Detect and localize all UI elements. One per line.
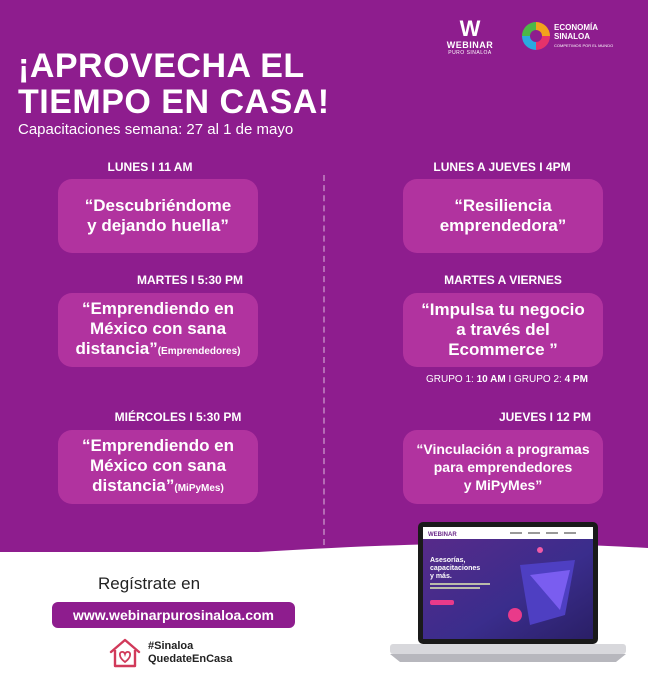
session-day-label: MIÉRCOLES I 5:30 PM	[114, 410, 242, 424]
session-title-line: distancia”	[92, 475, 175, 495]
session-card	[58, 430, 258, 504]
session-title-line: “Descubriéndome	[84, 196, 232, 215]
column-divider	[323, 175, 325, 545]
economia-logo-line2: SINALOA	[554, 31, 590, 41]
session-title-line: México con sana	[89, 455, 227, 475]
group2-label: I GRUPO 2:	[505, 374, 565, 385]
session-title-line: emprendedora”	[439, 216, 567, 235]
session-title-line: “Impulsa tu negocio	[421, 300, 585, 319]
group1-time: 10 AM	[476, 374, 506, 385]
session-title-line: distancia”	[75, 338, 158, 358]
group2-time: 4 PM	[564, 374, 588, 385]
laptop-hero-line1: Asesorías,	[430, 557, 466, 564]
session-title-line: Ecommerce ”	[448, 340, 558, 359]
session-title-line: y MiPyMes”	[463, 477, 543, 493]
webinar-logo-title: WEBINAR	[446, 40, 494, 50]
register-label: Regístrate en	[98, 574, 201, 593]
website-url-link[interactable]: www.webinarpurosinaloa.com	[52, 602, 295, 628]
session-card	[58, 293, 258, 367]
hashtag-block	[108, 637, 232, 669]
laptop-hero-line3: y más.	[430, 573, 452, 580]
economia-logo-line1: ECONOMÍA	[554, 22, 598, 32]
group-schedule	[426, 374, 588, 385]
session-day-label: LUNES I 11 AM	[107, 160, 193, 174]
session-card	[58, 179, 258, 253]
webinar-logo-tagline: PURO SINALOA	[448, 50, 492, 56]
laptop-hero-line2: capacitaciones	[430, 565, 481, 572]
group1-label: GRUPO 1:	[426, 374, 477, 385]
headline-line1: ¡APROVECHA EL	[18, 47, 305, 85]
subheadline: Capacitaciones semana: 27 al 1 de mayo	[18, 121, 294, 138]
webinar-logo	[440, 18, 500, 56]
economia-sinaloa-logo	[522, 22, 613, 50]
session-day-label: MARTES I 5:30 PM	[136, 273, 244, 287]
house-heart-icon	[108, 637, 142, 669]
economia-logo-tagline: COMPETIMOS POR EL MUNDO	[554, 42, 614, 48]
session-day-label: JUEVES I 12 PM	[498, 410, 592, 424]
laptop-mockup	[390, 520, 630, 682]
session-day-label: LUNES A JUEVES I 4PM	[433, 160, 571, 174]
session-title-line: y dejando huella”	[87, 216, 229, 235]
headline-line2: TIEMPO EN CASA!	[18, 83, 330, 121]
session-title-line: “Resiliencia	[454, 196, 552, 215]
session-title-line: para emprendedores	[433, 459, 573, 475]
hashtag-line1: #Sinaloa	[148, 640, 194, 652]
session-card	[403, 293, 603, 367]
session-card	[403, 430, 603, 504]
session-audience: (MiPyMes)	[174, 482, 224, 494]
session-audience: (Emprendedores)	[157, 345, 241, 357]
headline	[18, 48, 330, 120]
session-title-line: “Emprendiendo en	[81, 298, 235, 318]
session-title-line: México con sana	[89, 318, 227, 338]
session-title-line: “Emprendiendo en	[81, 435, 235, 455]
session-card	[403, 179, 603, 253]
session-day-label: MARTES A VIERNES	[444, 273, 562, 287]
session-title-line: a través del	[456, 320, 550, 339]
webinar-w-icon: W	[459, 16, 481, 41]
hashtag-line2: QuedateEnCasa	[148, 653, 233, 665]
laptop-brand: WEBINAR	[428, 532, 457, 538]
session-title-line: “Vinculación a programas	[416, 441, 590, 457]
economia-ring-icon	[522, 22, 550, 50]
